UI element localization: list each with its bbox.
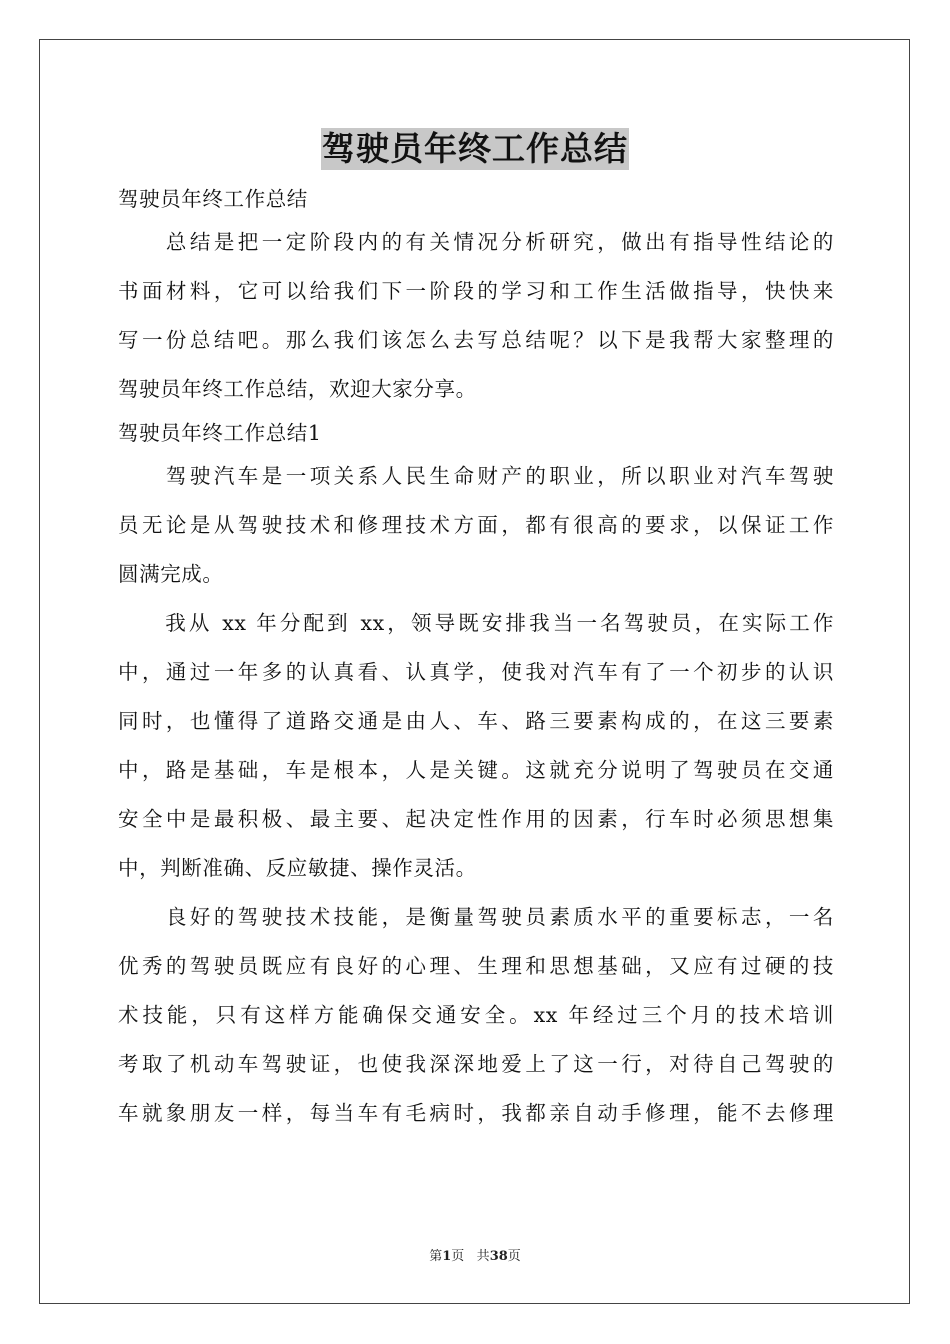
total-prefix: 共: [476, 1249, 490, 1264]
paragraph-line: 术技能，只有这样方能确保交通安全。xx 年经过三个月的技术培训: [118, 1003, 834, 1027]
paragraph-line: 良好的驾驶技术技能，是衡量驾驶员素质水平的重要标志，一名: [118, 905, 834, 929]
page-suffix: 页: [451, 1249, 465, 1264]
paragraph-line: 中，通过一年多的认真看、认真学，使我对汽车有了一个初步的认识: [118, 660, 834, 684]
section-heading: 驾驶员年终工作总结1: [118, 421, 322, 445]
document-subtitle: 驾驶员年终工作总结: [118, 187, 308, 211]
page-number: 1: [442, 1249, 452, 1264]
paragraph-line: 优秀的驾驶员既应有良好的心理、生理和思想基础，又应有过硬的技: [118, 954, 834, 978]
paragraph-line: 驾驶员年终工作总结，欢迎大家分享。: [118, 377, 477, 401]
total-suffix: 页: [507, 1249, 521, 1264]
paragraph-line: 中，判断准确、反应敏捷、操作灵活。: [118, 856, 477, 880]
paragraph-1: [118, 452, 834, 599]
paragraph-line: 同时，也懂得了道路交通是由人、车、路三要素构成的，在这三要素: [118, 709, 834, 733]
paragraph-line: 车就象朋友一样，每当车有毛病时，我都亲自动手修理，能不去修理: [118, 1101, 834, 1125]
paragraph-line: 圆满完成。: [118, 562, 224, 586]
title-wrap: [0, 128, 950, 170]
total-pages: 38: [489, 1249, 508, 1264]
paragraph-line: 考取了机动车驾驶证，也使我深深地爱上了这一行，对待自己驾驶的: [118, 1052, 834, 1076]
paragraph-line: 总结是把一定阶段内的有关情况分析研究，做出有指导性结论的: [118, 230, 834, 254]
paragraph-line: 安全中是最积极、最主要、起决定性作用的因素，行车时必须思想集: [118, 807, 834, 831]
document-body: [118, 180, 834, 1138]
document-title: 驾驶员年终工作总结: [322, 129, 628, 168]
page-footer: [0, 1245, 950, 1264]
paragraph-line: 驾驶汽车是一项关系人民生命财产的职业，所以职业对汽车驾驶: [118, 464, 834, 488]
paragraph-line: 员无论是从驾驶技术和修理技术方面，都有很高的要求，以保证工作: [118, 513, 834, 537]
page-prefix: 第: [429, 1249, 443, 1264]
paragraph-line: 书面材料，它可以给我们下一阶段的学习和工作生活做指导，快快来: [118, 279, 834, 303]
paragraph-line: 中，路是基础，车是根本，人是关键。这就充分说明了驾驶员在交通: [118, 758, 834, 782]
intro-paragraph: [118, 218, 834, 414]
paragraph-line: 我从 xx 年分配到 xx，领导既安排我当一名驾驶员，在实际工作: [118, 611, 834, 635]
paragraph-line: 写一份总结吧。那么我们该怎么去写总结呢？以下是我帮大家整理的: [118, 328, 834, 352]
paragraph-3: [118, 893, 834, 1138]
paragraph-2: [118, 599, 834, 893]
